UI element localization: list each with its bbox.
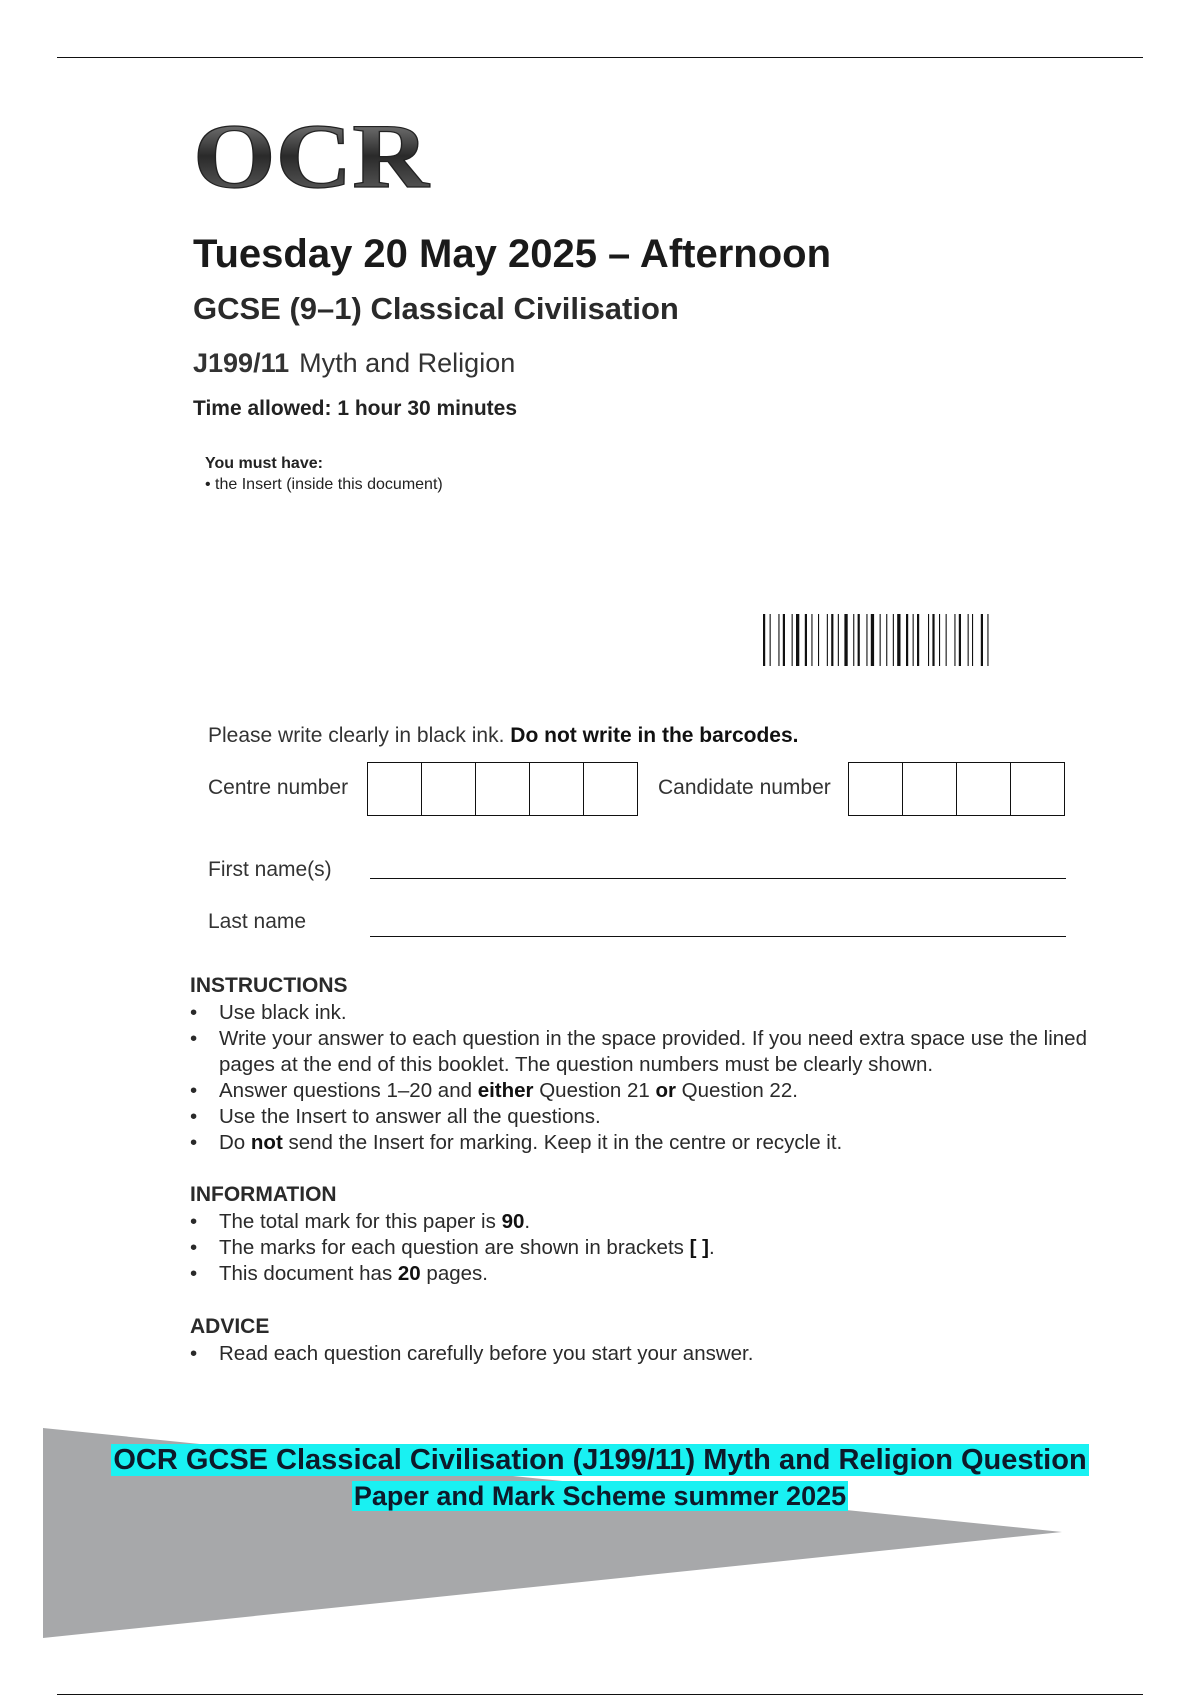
- instruction-item: • Write your answer to each question in the space provided. If you need extra space use the lined pages at the end of this booklet. The question numbers must be clearly shown.: [190, 1026, 1090, 1078]
- barcode-bar: [968, 614, 969, 666]
- candidate-number-label: Candidate number: [658, 776, 831, 799]
- candidate-number-box[interactable]: [957, 763, 1011, 815]
- barcode-bar: [831, 614, 833, 666]
- advice-heading: ADVICE: [190, 1315, 270, 1338]
- instruction-item: • Do not send the Insert for marking. Keep it in the centre or recycle it.: [190, 1130, 1090, 1156]
- centre-number-label: Centre number: [208, 776, 349, 799]
- barcode-bar: [913, 614, 914, 666]
- write-note-text: Please write clearly in black ink.: [208, 724, 505, 747]
- qualification-subject: GCSE (9–1) Classical Civilisation: [193, 291, 679, 326]
- barcode-bar: [763, 614, 765, 666]
- barcode-bar: [805, 614, 807, 666]
- barcode-bar: [928, 614, 929, 666]
- banner-text-2: Paper and Mark Scheme summer 2025: [353, 1481, 847, 1511]
- information-item: • The marks for each question are shown in brackets [ ].: [190, 1235, 1090, 1261]
- barcode-bar: [858, 614, 860, 666]
- write-clearly-note: [208, 724, 799, 748]
- first-name-line[interactable]: [370, 878, 1066, 879]
- barcode-bar: [946, 614, 947, 666]
- candidate-number-boxes[interactable]: [848, 762, 1065, 816]
- information-heading: INFORMATION: [190, 1183, 337, 1206]
- banner-line-1: [0, 1444, 1200, 1477]
- must-have-box: [205, 455, 443, 494]
- centre-number-box[interactable]: [584, 763, 637, 815]
- barcode-bar: [844, 614, 847, 666]
- barcode-bar: [917, 614, 919, 666]
- barcode-bar: [827, 614, 828, 666]
- barcode-bar: [987, 614, 988, 666]
- barcode-bar: [866, 614, 867, 666]
- barcode-bar: [897, 614, 900, 666]
- centre-number-box[interactable]: [530, 763, 584, 815]
- last-name-label: Last name: [208, 910, 307, 933]
- barcode-bar: [893, 614, 894, 666]
- instructions-section: [190, 974, 1090, 1156]
- banner-line-2: [0, 1481, 1200, 1512]
- barcode-bar: [906, 614, 908, 666]
- barcode-bar: [886, 614, 887, 666]
- information-section: [190, 1183, 1090, 1287]
- candidate-number-box[interactable]: [1011, 763, 1064, 815]
- bottom-rule: [57, 1694, 1143, 1695]
- last-name-line[interactable]: [370, 936, 1066, 937]
- first-name-label: First name(s): [208, 858, 332, 881]
- svg-text:OCR: OCR: [193, 117, 431, 195]
- paper-title: [193, 348, 515, 379]
- ocr-logo: [193, 117, 433, 195]
- exam-date-title: Tuesday 20 May 2025 – Afternoon: [193, 232, 832, 276]
- write-note-bold: Do not write in the barcodes.: [510, 724, 799, 747]
- banner-text-1: OCR GCSE Classical Civilisation (J199/11) Myth and Religion Question: [113, 1444, 1087, 1476]
- barcode-bar: [972, 614, 973, 666]
- information-item: • This document has 20 pages.: [190, 1261, 1090, 1287]
- instruction-item: • Use the Insert to answer all the questions.: [190, 1104, 1090, 1130]
- barcode-bar: [811, 614, 812, 666]
- barcode-bar: [939, 614, 940, 666]
- information-item: • The total mark for this paper is 90.: [190, 1209, 1090, 1235]
- barcode-bar: [838, 614, 839, 666]
- advice-section: [190, 1315, 1090, 1367]
- time-allowed: Time allowed: 1 hour 30 minutes: [193, 397, 518, 420]
- centre-number-box[interactable]: [368, 763, 422, 815]
- barcode-bar: [770, 614, 771, 666]
- instruction-item: • Answer questions 1–20 and either Question 21 or Question 22.: [190, 1078, 1090, 1104]
- barcode-bar: [871, 614, 874, 666]
- centre-number-boxes[interactable]: [367, 762, 638, 816]
- barcode-bar: [954, 614, 955, 666]
- barcode-bar: [932, 614, 934, 666]
- centre-number-box[interactable]: [476, 763, 530, 815]
- candidate-number-box[interactable]: [903, 763, 957, 815]
- barcode-bar: [981, 614, 983, 666]
- information-list: [190, 1209, 1090, 1287]
- instructions-heading: INSTRUCTIONS: [190, 974, 348, 997]
- barcode-bar: [792, 614, 793, 666]
- barcode-bar: [783, 614, 785, 666]
- barcode-bar: [959, 614, 961, 666]
- instructions-list: [190, 1000, 1090, 1156]
- barcode: [763, 614, 1050, 666]
- top-rule: [57, 57, 1143, 58]
- paper-code: J199/11: [193, 348, 290, 378]
- instruction-item: • Use black ink.: [190, 1000, 1090, 1026]
- paper-name: Myth and Religion: [299, 348, 516, 378]
- barcode-bar: [778, 614, 779, 666]
- barcode-bar: [853, 614, 854, 666]
- advice-list: [190, 1341, 1090, 1367]
- barcode-bar: [796, 614, 799, 666]
- must-have-item: • the Insert (inside this document): [205, 476, 443, 493]
- candidate-number-box[interactable]: [849, 763, 903, 815]
- must-have-heading: You must have:: [205, 455, 323, 472]
- centre-number-box[interactable]: [422, 763, 476, 815]
- barcode-bar: [818, 614, 819, 666]
- advice-item: • Read each question carefully before you start your answer.: [190, 1341, 1090, 1367]
- barcode-bar: [880, 614, 881, 666]
